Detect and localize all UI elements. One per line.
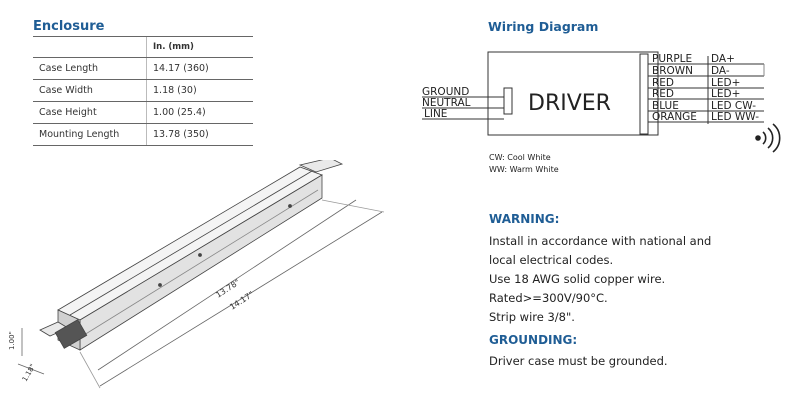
dimension-label-height: 1.00": [8, 331, 16, 350]
driver-screw: [199, 254, 202, 257]
row-value: 13.78 (350): [147, 124, 254, 146]
wiring-diagram-title: Wiring Diagram: [488, 19, 599, 34]
wiring-diagram: [418, 42, 798, 182]
input-terminal: [504, 88, 512, 114]
warning-line: Install in accordance with national and: [489, 234, 712, 248]
wire-color-label: RED: [652, 88, 675, 100]
input-label-neutral: NEUTRAL: [422, 97, 471, 109]
table-header-row: [33, 37, 253, 58]
enclosure-table: [33, 36, 253, 146]
grounding-text: Driver case must be grounded.: [489, 354, 668, 368]
driver-screw: [159, 284, 162, 287]
row-label: Case Length: [33, 58, 147, 80]
row-value: 14.17 (360): [147, 58, 254, 80]
table-header-blank: [33, 37, 147, 58]
wire-color-label: RED: [652, 77, 675, 89]
wire-color-label: BROWN: [652, 65, 694, 77]
dimension-label-inner: 13.78": [214, 277, 242, 300]
dimension-label-outer: 14.17": [228, 289, 256, 312]
signal-label: LED CW-: [711, 100, 756, 112]
warning-title: WARNING:: [489, 212, 560, 226]
row-label: Case Width: [33, 80, 147, 102]
driver-label: DRIVER: [528, 91, 611, 116]
driver-side-groove: [84, 190, 318, 335]
row-value: 1.18 (30): [147, 80, 254, 102]
legend-cool-white: CW: Cool White: [489, 153, 551, 162]
output-terminal: [640, 54, 648, 134]
dimension-label-width: 1.18": [20, 362, 38, 383]
wire-color-label: PURPLE: [652, 53, 693, 65]
signal-label: DA+: [711, 53, 735, 65]
signal-label: LED+: [711, 77, 741, 89]
wire-color-label: BLUE: [652, 100, 679, 112]
driver-top-ridge: [70, 171, 312, 315]
row-value: 1.00 (25.4): [147, 102, 254, 124]
table-row: [33, 80, 253, 102]
table-row: [33, 58, 253, 80]
table-row: [33, 102, 253, 124]
input-label-ground: GROUND: [422, 86, 470, 98]
driver-screw: [289, 205, 292, 208]
signal-label: LED+: [711, 88, 741, 100]
warning-line: Strip wire 3/8".: [489, 310, 575, 324]
legend-warm-white: WW: Warm White: [489, 165, 559, 174]
warning-line: Rated>=300V/90°C.: [489, 291, 608, 305]
input-label-line: LINE: [424, 108, 448, 120]
row-label: Case Height: [33, 102, 147, 124]
table-row: [33, 124, 253, 146]
row-label: Mounting Length: [33, 124, 147, 146]
signal-label: LED WW-: [711, 111, 760, 123]
wire-color-label: ORANGE: [652, 111, 697, 123]
warning-line: local electrical codes.: [489, 253, 614, 267]
grounding-title: GROUNDING:: [489, 333, 578, 347]
wireless-signal-icon: [756, 124, 780, 152]
signal-label: DA-: [711, 65, 730, 77]
warning-line: Use 18 AWG solid copper wire.: [489, 272, 666, 286]
driver-isometric-drawing: [0, 160, 420, 410]
enclosure-title: Enclosure: [33, 19, 105, 34]
extension-line: [80, 352, 100, 388]
unit-header: In. (mm): [147, 37, 254, 58]
